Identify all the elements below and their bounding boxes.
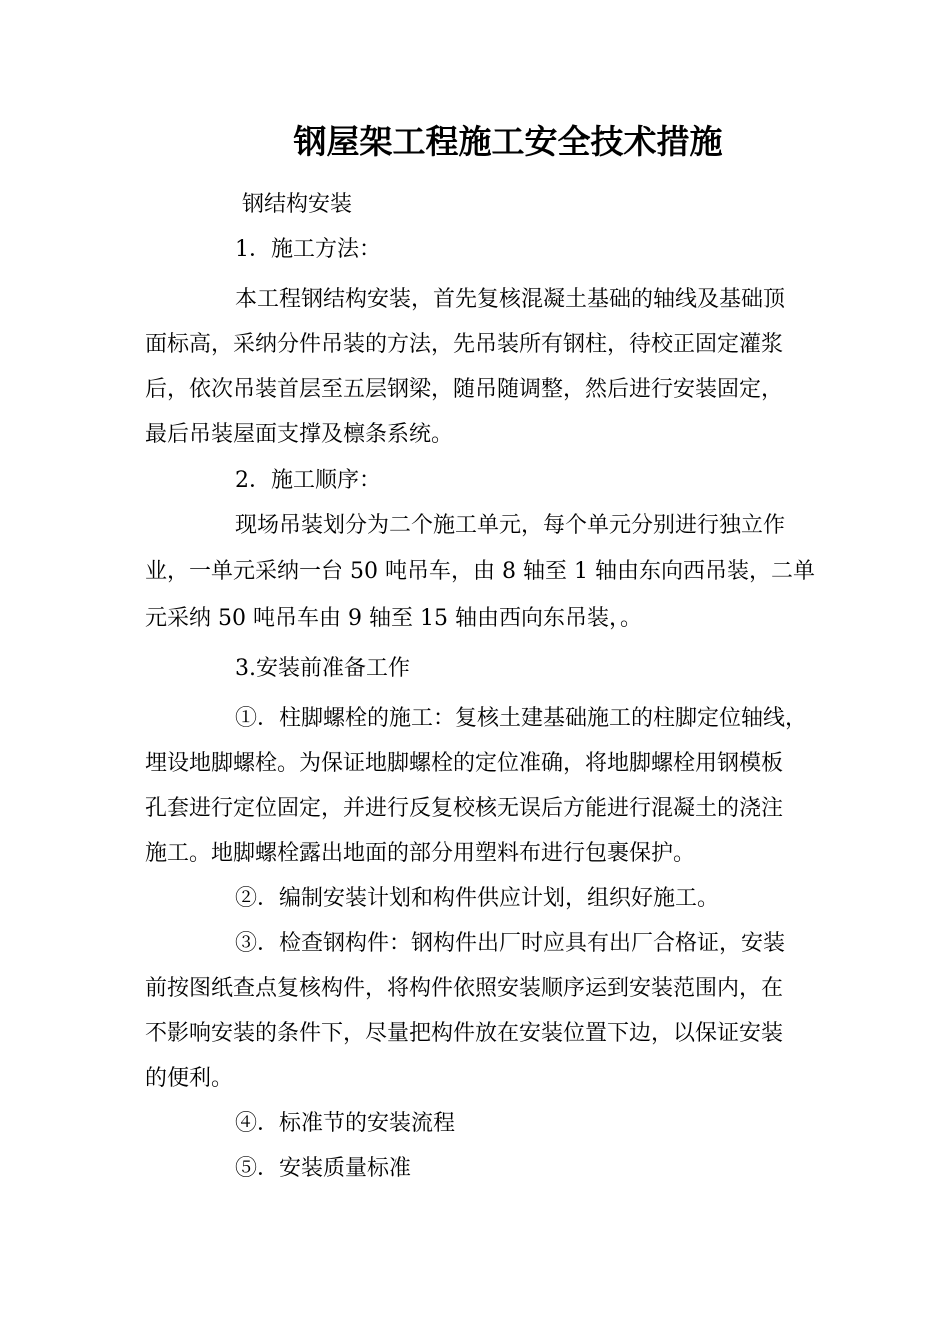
document-title: 钢屋架工程施工安全技术措施: [293, 122, 723, 161]
subheading: ④．标准节的安装流程: [235, 1111, 456, 1136]
paragraph-line: ①．柱脚螺栓的施工：复核土建基础施工的柱脚定位轴线，: [235, 706, 808, 731]
paragraph-line: 本工程钢结构安装，首先复核混凝土基础的轴线及基础顶: [235, 287, 786, 312]
paragraph-line: 不影响安装的条件下，尽量把构件放在安装位置下边，以保证安装: [145, 1021, 784, 1046]
paragraph-line: 前按图纸查点复核构件，将构件依照安装顺序运到安装范围内，在: [145, 976, 784, 1001]
paragraph-line: ③．检查钢构件：钢构件出厂时应具有出厂合格证，安装: [235, 931, 786, 956]
paragraph-line: 最后吊装屋面支撑及檩条系统。: [145, 422, 454, 447]
paragraph-line: 后，依次吊装首层至五层钢梁，随吊随调整，然后进行安装固定，: [145, 377, 784, 402]
paragraph-line: 现场吊装划分为二个施工单元，每个单元分别进行独立作: [235, 513, 786, 538]
paragraph-line: 面标高，采纳分件吊装的方法，先吊装所有钢柱，待校正固定灌浆: [145, 332, 784, 357]
subheading: 3.安装前准备工作: [235, 656, 410, 681]
paragraph-line: 埋设地脚螺栓。为保证地脚螺栓的定位准确，将地脚螺栓用钢模板: [145, 751, 784, 776]
paragraph-line: 孔套进行定位固定，并进行反复校核无误后方能进行混凝土的浇注: [145, 796, 784, 821]
paragraph-line: 的便利。: [145, 1066, 234, 1091]
subheading: 2．施工顺序：: [235, 468, 381, 493]
paragraph-line: 施工。地脚螺栓露出地面的部分用塑料布进行包裹保护。: [145, 841, 696, 866]
paragraph-line: 元采纳 50 吨吊车由 9 轴至 15 轴由西向东吊装，。: [145, 606, 642, 631]
section-heading: 钢结构安装: [242, 192, 353, 217]
subheading: 1．施工方法：: [235, 237, 381, 262]
subheading: ⑤．安装质量标准: [235, 1156, 412, 1181]
paragraph-line: 业，一单元采纳一台 50 吨吊车，由 8 轴至 1 轴由东向西吊装，二单: [145, 559, 815, 584]
paragraph-line: ②．编制安装计划和构件供应计划，组织好施工。: [235, 886, 720, 911]
